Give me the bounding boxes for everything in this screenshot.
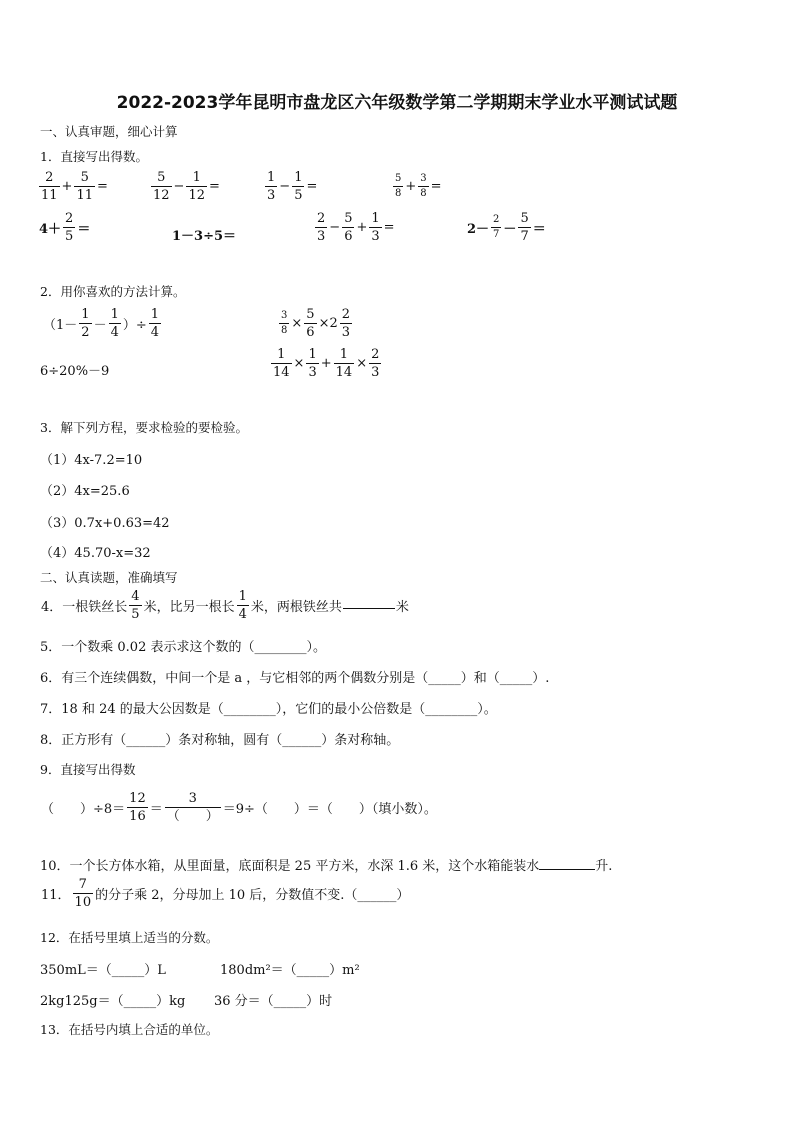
q1-expr-6: 1－3÷5＝ (172, 229, 237, 244)
q3-equation-4: （4）45.70-x=32 (40, 546, 151, 561)
question-2-label: 2．用你喜欢的方法计算。 (40, 284, 186, 299)
q2-expr-4: $\frac{1}{14}$ × $\frac{1}{3}$ + $\frac{1}{14}$ × $\frac{2}{3}$ (273, 347, 380, 380)
question-8: 8．正方形有（______）条对称轴，圆有（______）条对称轴。 (40, 733, 400, 748)
q1-expr-5: 4＋ $\frac{2}{5}$ ＝ (39, 211, 91, 244)
question-3-label: 3．解下列方程，要求检验的要检验。 (40, 420, 248, 435)
q3-equation-2: （2）4x=25.6 (40, 484, 130, 499)
q1-expr-1: $\frac{2}{11}$ + $\frac{5}{11}$ = (41, 170, 108, 203)
question-13-label: 13．在括号内填上合适的单位。 (40, 1022, 219, 1037)
q3-equation-1: （1）4x-7.2=10 (40, 453, 143, 468)
q3-equation-3: （3）0.7x+0.63=42 (40, 516, 170, 531)
q1-expr-7: $\frac{2}{3}$ − $\frac{5}{6}$ + $\frac{1}{3}$ = (317, 211, 395, 244)
q1-expr-8: 2－ $\frac{2}{7}$ － $\frac{5}{7}$ ＝ (467, 211, 546, 244)
question-9-label: 9．直接写出得数 (40, 762, 136, 777)
q12-item-1: 350mL＝（_____）L (40, 963, 166, 978)
question-12-label: 12．在括号里填上适当的分数。 (40, 930, 219, 945)
q2-expr-3: 6÷20%－9 (40, 364, 110, 379)
question-11: 11． $\frac{7}{10}$ 的分子乘 2，分母加上 10 后，分数值不变.（______） (41, 877, 410, 910)
section-heading-1: 一、认真审题，细心计算 (40, 124, 178, 139)
question-1-label: 1．直接写出得数。 (40, 149, 148, 164)
q1-expr-3: $\frac{1}{3}$ − $\frac{1}{5}$ = (267, 170, 318, 203)
q12-item-3: 2kg125g＝（_____）kg (40, 994, 186, 1009)
question-4: 4．一根铁丝长 $\frac{4}{5}$ 米，比另一根长 $\frac{1}{4}$ 米，两根铁丝共 米 (41, 589, 409, 622)
question-7: 7．18 和 24 的最大公因数是（________），它们的最小公倍数是（________）。 (40, 702, 497, 717)
q12-item-2: 180dm²＝（_____）m² (220, 963, 360, 978)
q12-item-4: 36 分＝（_____）时 (214, 994, 333, 1009)
q2-expr-2: $\frac{3}{8}$ × $\frac{5}{6}$ ×2 $\frac{2}{3}$ (281, 307, 351, 340)
question-9-expression: （ ）÷8＝ $\frac{12}{16}$ ＝ $\frac{3}{( )}$ ＝9÷（ ）＝（ ）（填小数）。 (41, 791, 437, 824)
page-title: 2022-2023学年昆明市盘龙区六年级数学第二学期期末学业水平测试试题 (116, 93, 678, 113)
q1-expr-4: $\frac{5}{8}$ + $\frac{3}{8}$ = (395, 173, 442, 199)
section-heading-2: 二、认真读题，准确填写 (40, 570, 178, 585)
q2-expr-1: （1－ $\frac{1}{2}$ － $\frac{1}{4}$ ）÷ $\frac{1}{4}$ (43, 307, 160, 340)
question-10: 10．一个长方体水箱，从里面量，底面积是 25 平方米，水深 1.6 米，这个水箱能装水 升. (40, 859, 613, 874)
q1-expr-2: $\frac{5}{12}$ − $\frac{1}{12}$ = (153, 170, 220, 203)
question-5: 5．一个数乘 0.02 表示求这个数的（________）。 (40, 640, 326, 655)
question-6: 6．有三个连续偶数，中间一个是 a ，与它相邻的两个偶数分别是（_____）和（_____）. (40, 671, 550, 686)
